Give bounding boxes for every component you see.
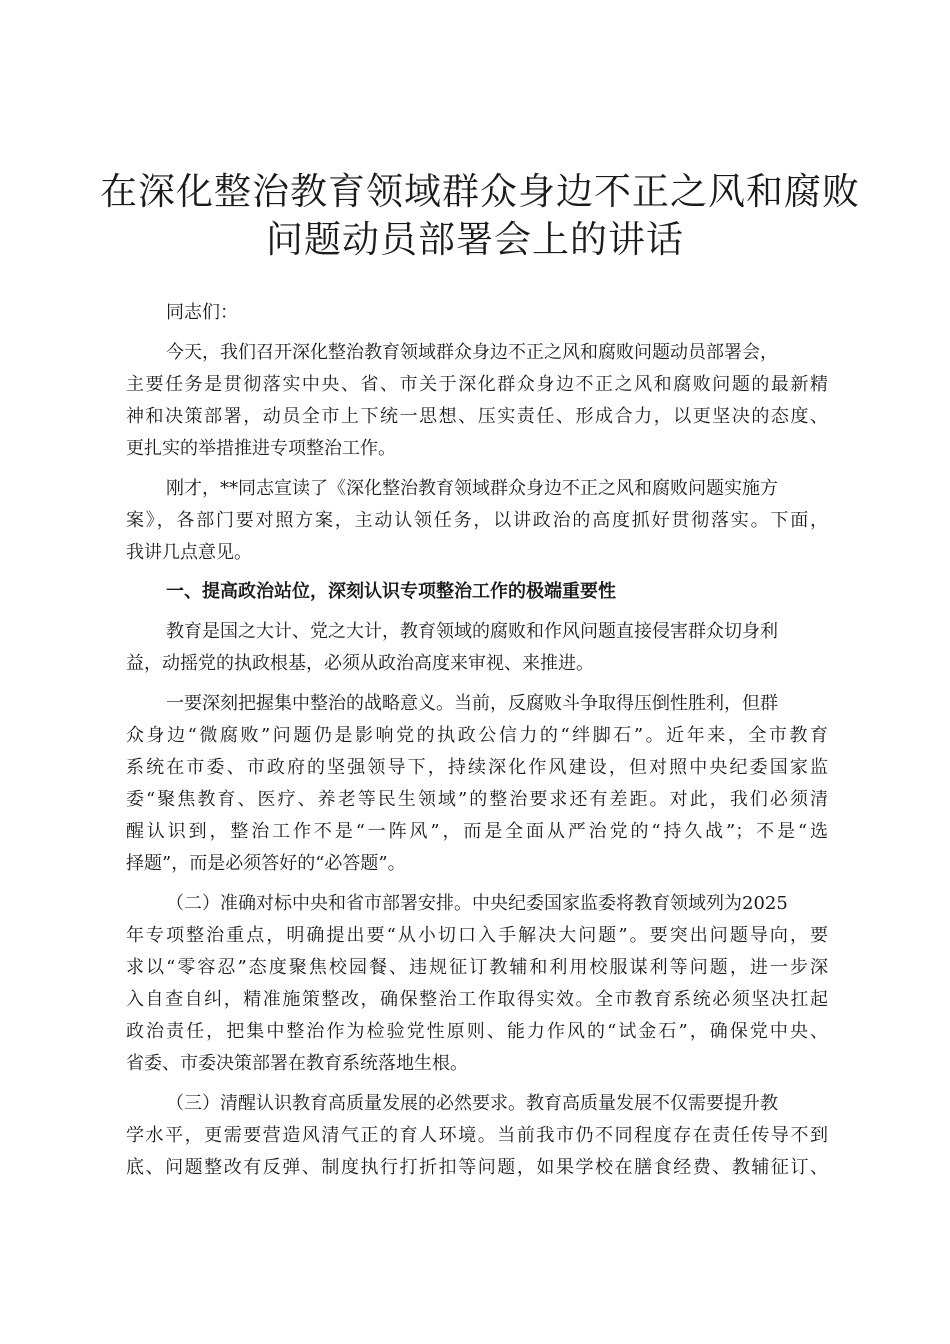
paragraph-line: 教育是国之大计、党之大计，教育领域的腐败和作风问题直接侵害群众切身利: [166, 621, 778, 642]
paragraph-line: 省委、市委决策部署在教育系统落地生根。: [126, 1053, 468, 1074]
paragraph-line: 主要任务是贯彻落实中央、省、市关于深化群众身边不正之风和腐败问题的最新精: [126, 374, 828, 395]
title-line: 问题动员部署会上的讲话: [266, 218, 684, 261]
section-heading-text: 一、提高政治站位，深刻认识专项整治工作的极端重要性: [166, 581, 616, 602]
paragraph-line: 我讲几点意见。: [126, 542, 252, 563]
paragraph-line: 今天，我们召开深化整治教育领域群众身边不正之风和腐败问题动员部署会，: [166, 342, 778, 363]
paragraph-line: 系统在市委、市政府的坚强领导下，持续深化作风建设，但对照中央纪委国家监: [126, 757, 828, 778]
salutation-text: 同志们：: [166, 302, 238, 323]
paragraph-line: （二）准确对标中央和省市部署安排。中央纪委国家监委将教育领域列为2025: [166, 893, 788, 914]
paragraph-line: 学水平，更需要营造风清气正的育人环境。当前我市仍不同程度存在责任传导不到: [126, 1125, 828, 1146]
paragraph-opening: [126, 337, 828, 465]
paragraph-line: 一要深刻把握集中整治的战略意义。当前，反腐败斗争取得压倒性胜利，但群: [166, 693, 778, 714]
paragraph-line: 底、问题整改有反弹、制度执行打折扣等问题，如果学校在膳食经费、教辅征订、: [126, 1157, 828, 1178]
paragraph-line: 入自查自纠，精准施策整改，确保整治工作取得实效。全市教育系统必须坚决扛起: [126, 989, 828, 1010]
paragraph-line: （三）清醒认识教育高质量发展的必然要求。教育高质量发展不仅需要提升教: [166, 1093, 778, 1114]
paragraph-line: 刚才，**同志宣读了《深化整治教育领域群众身边不正之风和腐败问题实施方: [166, 478, 778, 499]
paragraph-line: 案》，各部门要对照方案，主动认领任务，以讲政治的高度抓好贯彻落实。下面，: [126, 510, 828, 531]
paragraph-line: 年专项整治重点，明确提出要“从小切口入手解决大问题”。要突出问题导向，要: [126, 925, 828, 946]
paragraph-point-1: [126, 688, 828, 880]
document-title: [100, 168, 860, 264]
paragraph-line: 神和决策部署，动员全市上下统一思想、压实责任、形成合力，以更坚决的态度、: [126, 406, 828, 427]
paragraph-line: 委“聚焦教育、医疗、养老等民生领域”的整治要求还有差距。对此，我们必须清: [126, 789, 828, 810]
paragraph-point-3: [126, 1088, 828, 1184]
section-heading-1: [126, 576, 828, 608]
paragraph-line: 政治责任，把集中整治作为检验党性原则、能力作风的“试金石”，确保党中央、: [126, 1021, 828, 1042]
paragraph-line: 众身边“微腐败”问题仍是影响党的执政公信力的“绊脚石”。近年来，全市教育: [126, 725, 828, 746]
paragraph-line: 择题”，而是必须答好的“必答题”。: [126, 853, 406, 874]
paragraph-line: 更扎实的举措推进专项整治工作。: [126, 438, 396, 459]
title-line: 在深化整治教育领域群众身边不正之风和腐败: [100, 170, 860, 213]
paragraph-section1-intro: [126, 616, 828, 680]
paragraph-intro: [126, 473, 828, 569]
paragraph-point-2: [126, 888, 828, 1080]
salutation: [126, 297, 828, 329]
paragraph-line: 醒认识到，整治工作不是“一阵风”，而是全面从严治党的“持久战”；不是“选: [126, 821, 828, 842]
paragraph-line: 益，动摇党的执政根基，必须从政治高度来审视、来推进。: [126, 653, 594, 674]
paragraph-line: 求以“零容忍”态度聚焦校园餐、违规征订教辅和利用校服谋利等问题，进一步深: [126, 957, 828, 978]
